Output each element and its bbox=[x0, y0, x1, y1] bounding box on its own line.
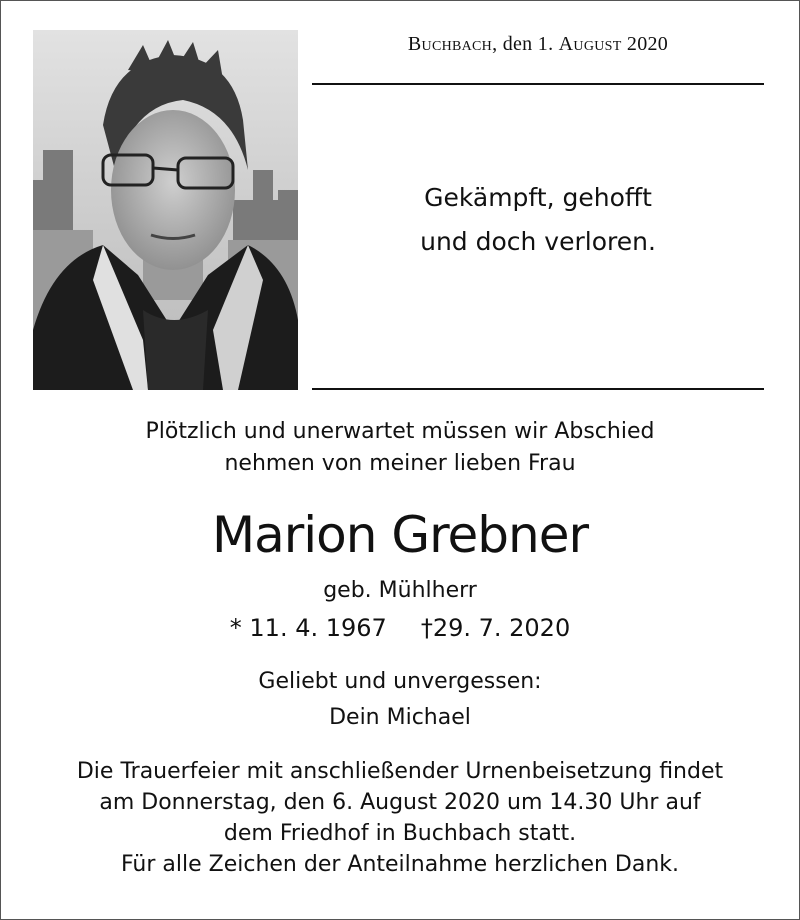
date-prefix: , den 1. bbox=[492, 33, 559, 55]
farewell-text bbox=[0, 664, 800, 736]
farewell-line: Geliebt und unvergessen: bbox=[258, 669, 542, 694]
divider-bottom bbox=[312, 388, 764, 390]
farewell-signature: Dein Michael bbox=[329, 705, 471, 730]
intro-line: Plötzlich und unerwartet müssen wir Abschied bbox=[145, 419, 655, 444]
motto-line: Gekämpft, gehofft bbox=[424, 183, 652, 212]
year: 2020 bbox=[621, 33, 669, 55]
deceased-name: Marion Grebner bbox=[211, 506, 589, 564]
portrait-photo bbox=[33, 30, 298, 390]
service-line: Die Trauerfeier mit anschließender Urnenbeisetzung findet bbox=[76, 759, 724, 784]
intro-line: nehmen von meiner lieben Frau bbox=[224, 451, 576, 476]
motto bbox=[312, 176, 764, 264]
place-name: Buchbach bbox=[407, 33, 493, 55]
maiden-name: geb. Mühlherr bbox=[323, 578, 477, 603]
divider-top bbox=[312, 83, 764, 85]
place-and-date bbox=[312, 31, 764, 57]
life-dates bbox=[0, 610, 800, 646]
thanks-line: Für alle Zeichen der Anteilnahme herzlichen Dank. bbox=[120, 852, 680, 877]
service-info bbox=[0, 756, 800, 880]
birth-date: * 11. 4. 1967 bbox=[229, 614, 387, 642]
service-line: dem Friedhof in Buchbach statt. bbox=[223, 821, 577, 846]
month-name: August bbox=[558, 33, 622, 55]
service-line: am Donnerstag, den 6. August 2020 um 14.30 Uhr auf bbox=[99, 790, 701, 815]
motto-line: und doch verloren. bbox=[420, 227, 656, 256]
intro-text bbox=[0, 416, 800, 480]
death-date: †29. 7. 2020 bbox=[420, 614, 571, 642]
